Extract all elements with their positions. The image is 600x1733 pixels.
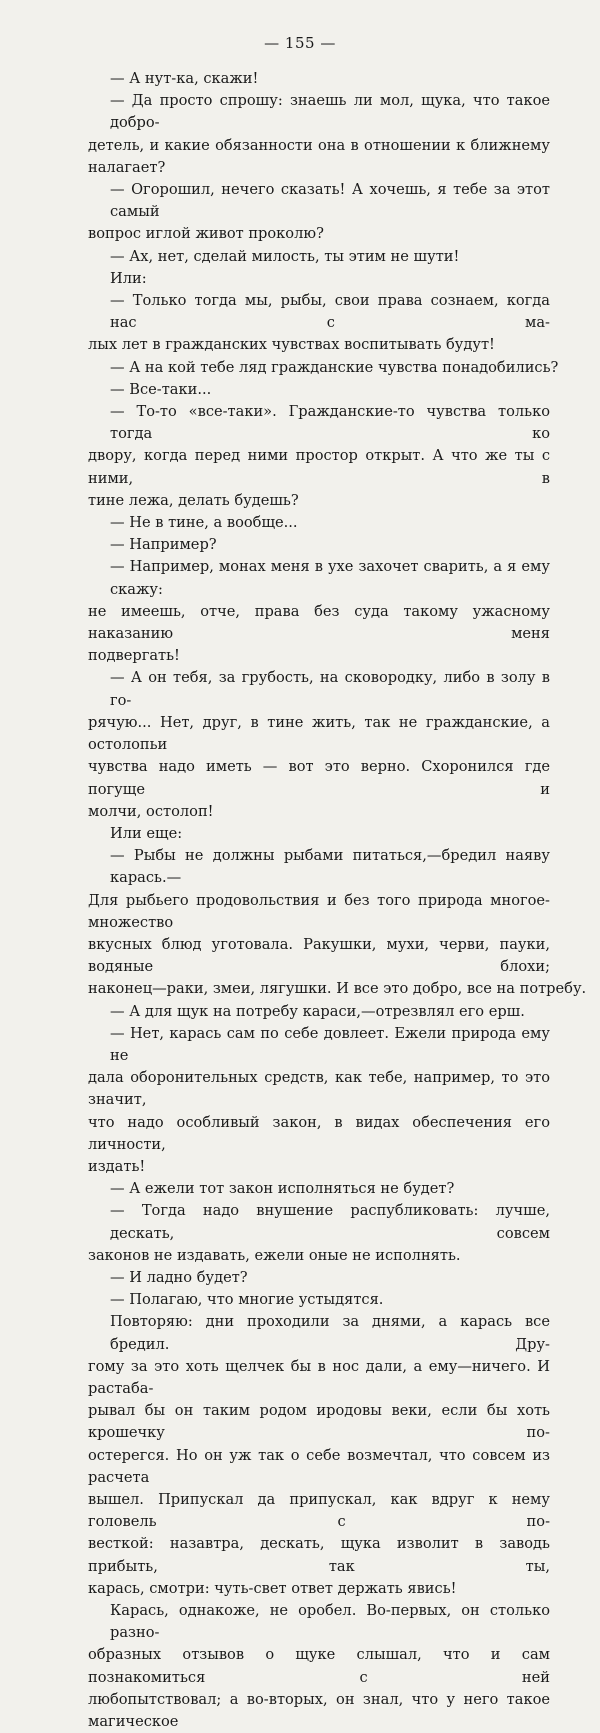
- text-line: Повторяю: дни проходили за днями, а карась все бредил. Дру-: [110, 1313, 550, 1353]
- text-line: законов не издавать, ежели оные не исполнять.: [88, 1246, 461, 1264]
- text-line: — Например, монах меня в ухе захочет сварить, а я ему скажу:: [110, 558, 550, 598]
- text-line: остерегся. Но он уж так о себе возмечтал, что совсем из расчета: [88, 1446, 550, 1486]
- page-text: [88, 68, 587, 1733]
- text-line: — И ладно будет?: [110, 1268, 248, 1286]
- text-line: — А нут-ка, скажи!: [110, 70, 259, 87]
- text-line: чувства надо иметь — вот это верно. Схоронился где погуще и: [88, 758, 550, 798]
- text-line: Или еще:: [110, 824, 183, 842]
- text-line: дала оборонительных средств, как тебе, например, то это значит,: [88, 1069, 550, 1109]
- text-line: — А ежели тот закон исполняться не будет?: [110, 1180, 455, 1198]
- text-line: — Рыбы не должны рыбами питаться,—бредил наяву карась.—: [110, 847, 550, 887]
- text-line: — Тогда надо внушение распубликовать: лучше, дескать, совсем: [110, 1202, 550, 1242]
- text-line: любопытствовал; а во-вторых, он знал, что у него такое магическое: [88, 1690, 550, 1731]
- text-line: Для рыбьего продовольствия и без того природа многое-множество: [88, 891, 550, 931]
- text-line: Карась, однакоже, не оробел. Во-первых, он столько разно-: [110, 1602, 550, 1642]
- text-line: молчи, остолоп!: [88, 802, 214, 820]
- text-line: Или:: [110, 269, 147, 287]
- text-line: тине лежа, делать будешь?: [88, 491, 299, 509]
- text-line: гому за это хоть щелчек бы в нос дали, а ему—ничего. И растаба-: [88, 1357, 550, 1397]
- page-number: — 155 —: [264, 34, 336, 52]
- text-line: — Ах, нет, сделай милость, ты этим не шути!: [110, 247, 460, 265]
- text-line: — Например?: [110, 536, 217, 554]
- text-line: — Не в тине, а вообще...: [110, 514, 298, 532]
- text-line: — То-то «все-таки». Гражданские-то чувства только тогда ко: [110, 403, 550, 443]
- text-line: — А для щук на потребу караси,—отрезвлял его ерш.: [110, 1002, 525, 1020]
- text-line: — Полагаю, что многие устыдятся.: [110, 1291, 384, 1309]
- text-line: не имеешь, отче, права без суда такому ужасному наказанию меня: [88, 602, 550, 643]
- text-line: издать!: [88, 1157, 146, 1175]
- text-line: — А на кой тебе ляд гражданские чувства понадобились?: [110, 358, 559, 376]
- text-line: что надо особливый закон, в видах обеспечения его личности,: [88, 1113, 550, 1153]
- text-line: — А он тебя, за грубость, на сковородку, либо в золу в го-: [110, 669, 550, 709]
- text-line: карась, смотри: чуть-свет ответ держать явись!: [88, 1579, 457, 1597]
- text-line: — Нет, карась сам по себе довлеет. Ежели природа ему не: [110, 1024, 550, 1064]
- text-line: наконец—раки, змеи, лягушки. И все это добро, все на потребу.: [88, 980, 587, 998]
- text-line: — Только тогда мы, рыбы, свои права сознаем, когда нас с ма-: [110, 292, 550, 332]
- text-line: образных отзывов о щуке слышал, что и сам познакомиться с ней: [88, 1646, 550, 1686]
- text-line: — Огорошил, нечего сказать! А хочешь, я тебе за этот самый: [110, 181, 550, 221]
- text-line: детель, и какие обязанности она в отношении к ближнему налагает?: [88, 136, 550, 176]
- text-line: двору, когда перед ними простор открыт. А что же ты с ними, в: [88, 447, 550, 487]
- text-line: — Все-таки...: [110, 380, 212, 398]
- text-line: весткой: назавтра, дескать, щука изволит в заводь прибыть, так ты,: [88, 1535, 550, 1575]
- text-line: вышел. Припускал да припускал, как вдруг к нему головель с по-: [88, 1491, 550, 1531]
- text-line: вопрос иглой живот проколю?: [88, 225, 324, 243]
- text-line: лых лет в гражданских чувствах воспитывать будут!: [88, 336, 495, 354]
- text-line: — Да просто спрошу: знаешь ли мол, щука, что такое добро-: [110, 92, 550, 132]
- text-line: подвергать!: [88, 647, 180, 665]
- text-line: вкусных блюд уготовала. Ракушки, мухи, черви, пауки, водяные блохи;: [88, 935, 550, 976]
- text-line: рячую... Нет, друг, в тине жить, так не гражданские, а остолопьи: [88, 713, 550, 754]
- text-line: рывал бы он таким родом иродовы веки, если бы хоть крошечку по-: [88, 1402, 550, 1442]
